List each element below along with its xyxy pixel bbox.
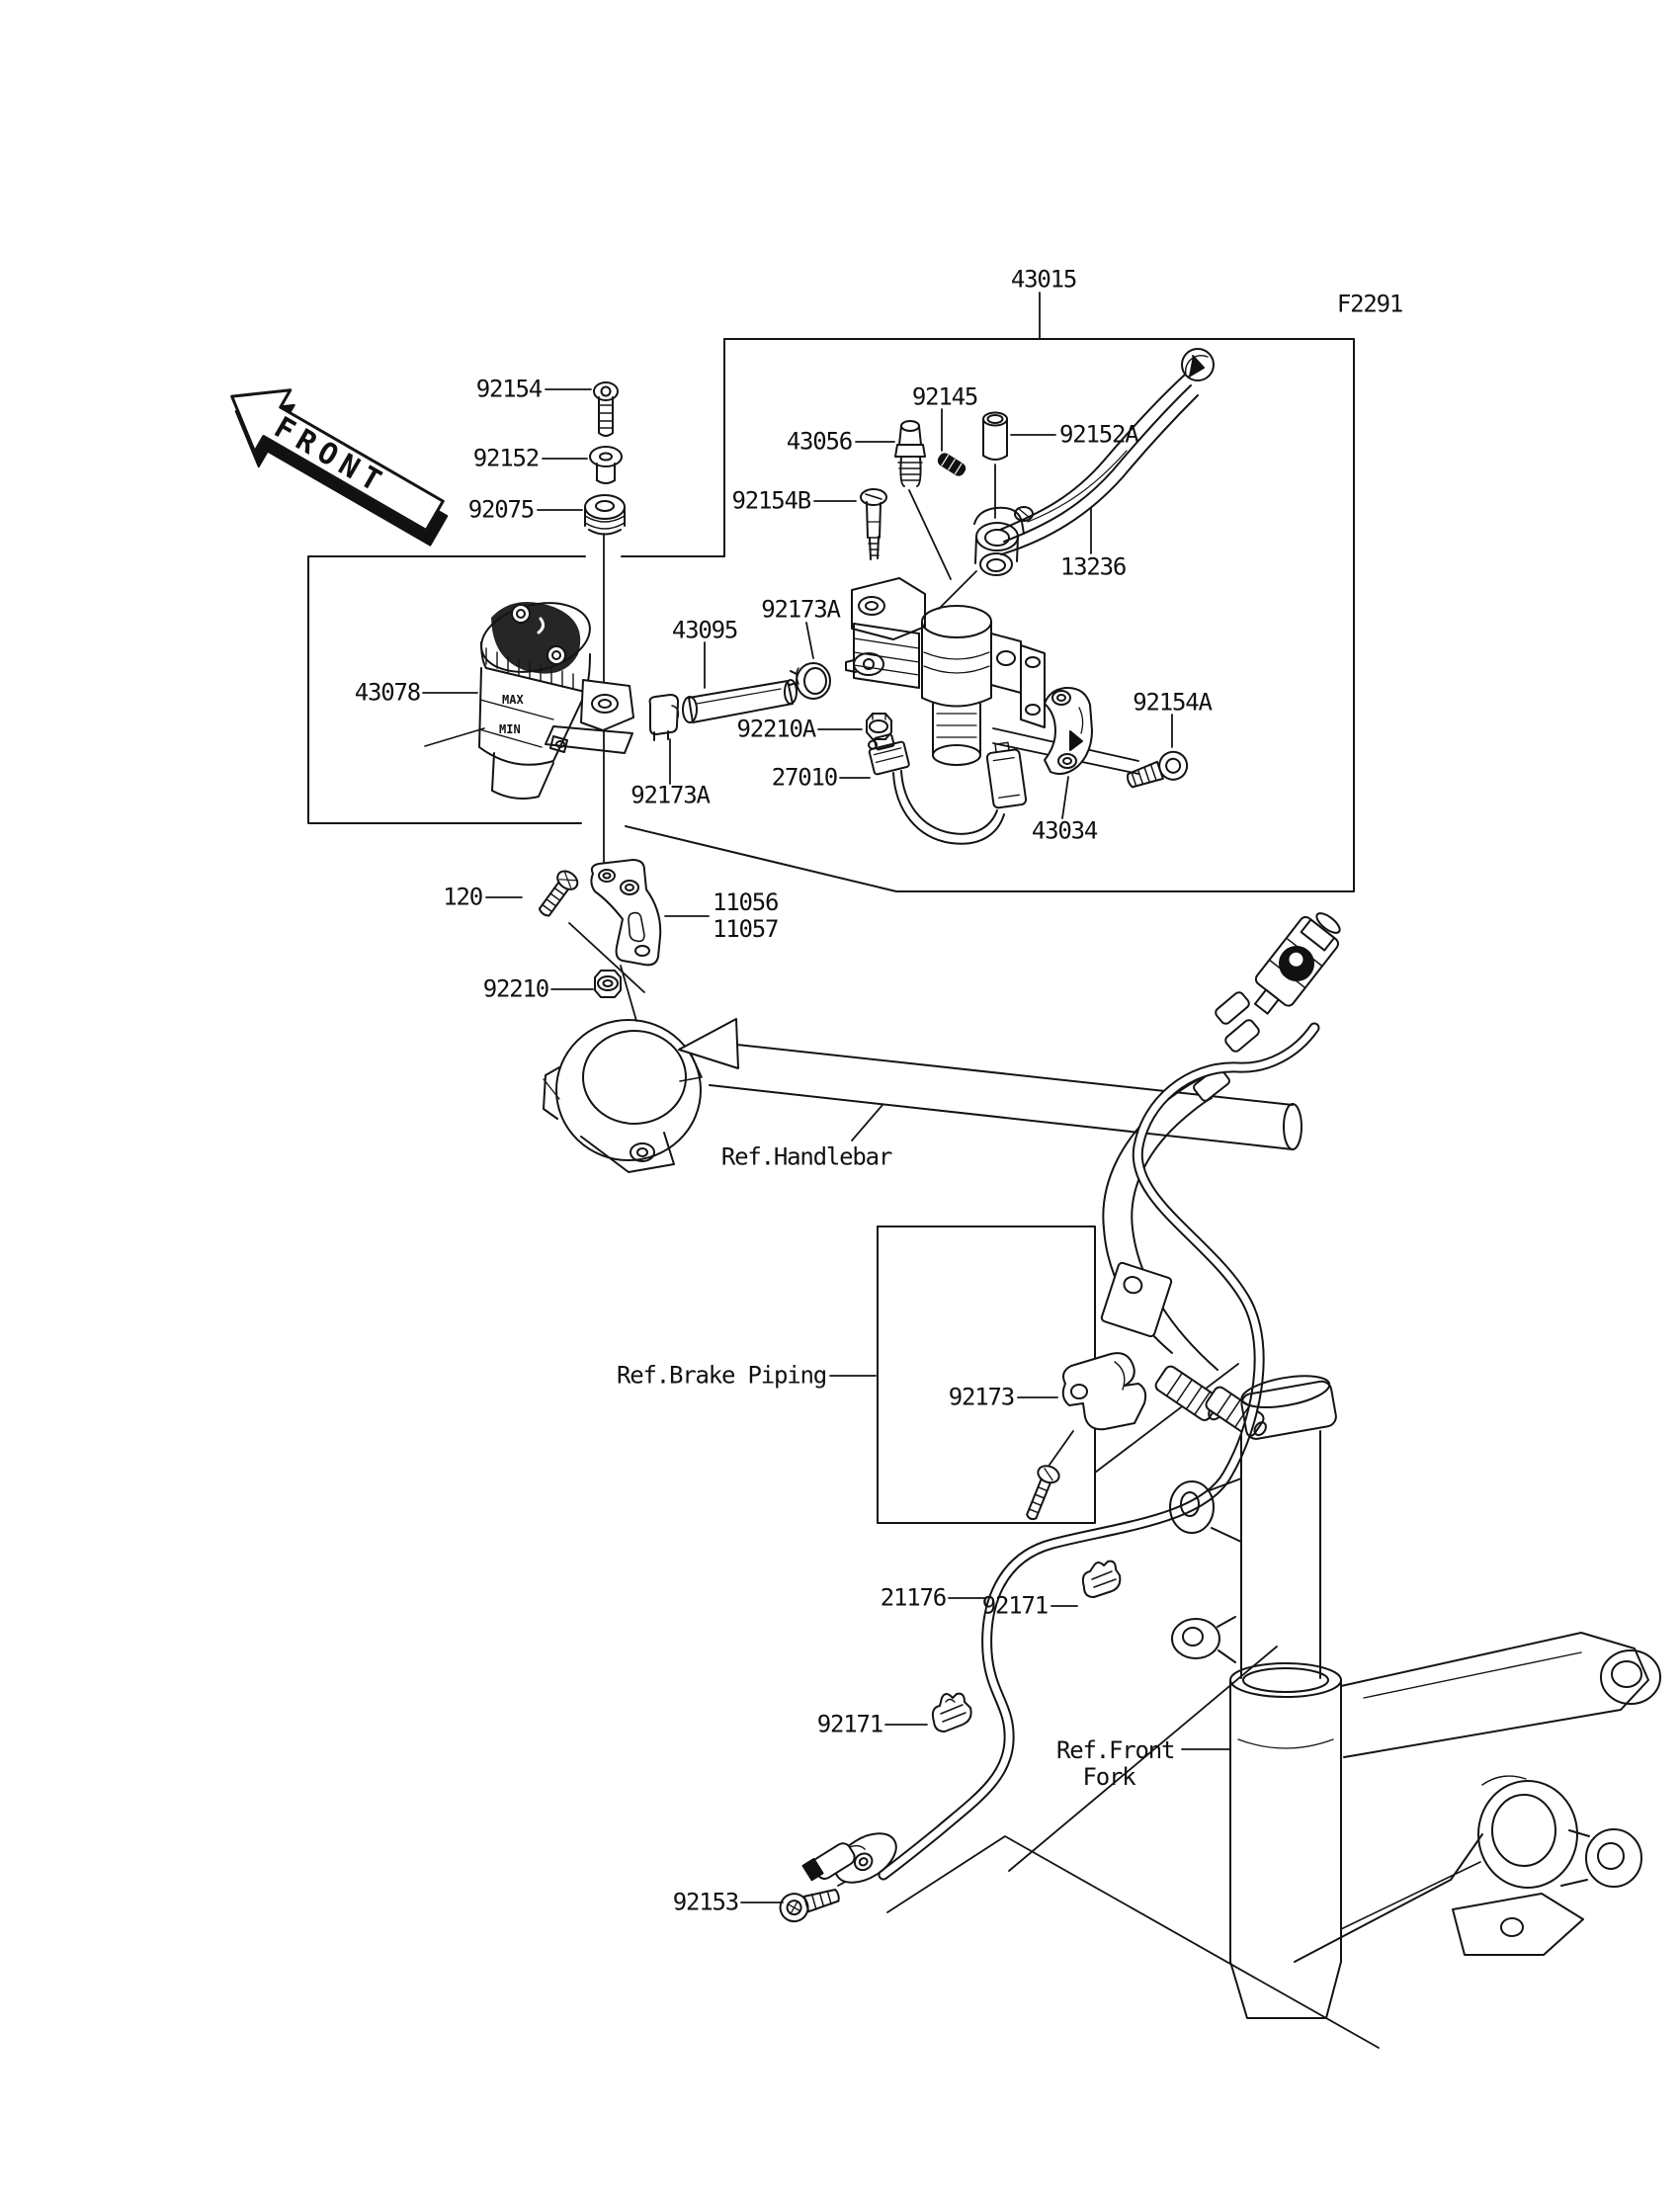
washer-92152-drawing [590, 447, 622, 483]
ref-label-ref.brake-piping-1: Ref.Brake Piping [617, 1361, 826, 1390]
part-label-92210-20: 92210 [482, 974, 548, 1003]
part-label-92153-25: 92153 [672, 1888, 738, 1916]
grommet-92075-drawing [585, 495, 625, 535]
cable-connector [1242, 904, 1349, 1023]
part-label-43095-11: 43095 [671, 616, 738, 644]
part-label-21176-23: 21176 [880, 1583, 946, 1612]
bleeder-valve-43056-drawing [895, 421, 925, 486]
part-label-92171-22: 92171 [981, 1591, 1048, 1620]
part-label-13236-9: 13236 [1059, 552, 1127, 581]
part-label-43056-5: 43056 [786, 427, 852, 456]
bolt-92154a-drawing [1124, 748, 1191, 795]
clip-92171-lower-drawing [933, 1694, 971, 1732]
bolt-120-drawing [535, 868, 581, 920]
nut-92210-drawing [595, 971, 621, 997]
brake-lever-13236-drawing [974, 349, 1214, 575]
ref-label-ref.front-fork-2: Ref.Front Fork [1056, 1736, 1175, 1791]
bracket-11056-drawing [591, 860, 660, 965]
clamp-92173-drawing [1063, 1353, 1145, 1429]
part-label-92145-6: 92145 [911, 382, 978, 411]
part-label-92210a-13: 92210A [736, 715, 815, 743]
part-label-92075-2: 92075 [467, 495, 534, 524]
part-label-92154b-8: 92154B [731, 486, 810, 515]
part-label-92173-21: 92173 [948, 1383, 1014, 1411]
part-label-92173a-15: 92173A [630, 781, 710, 809]
reservoir-max-mark: MAX [502, 693, 524, 707]
part-label-43078-12: 43078 [354, 678, 420, 707]
part-label-120-18: 120 [443, 883, 482, 911]
part-label-43034-17: 43034 [1031, 816, 1098, 845]
part-label-92152-1: 92152 [472, 444, 539, 472]
clip-92171-upper-drawing [1083, 1562, 1120, 1597]
reservoir-43078-drawing [425, 592, 633, 799]
reservoir-min-mark: MIN [499, 722, 521, 736]
part-label-92152a-7: 92152A [1059, 420, 1138, 449]
speed-sensor-drawing [803, 1817, 905, 1905]
part-label-92154-0: 92154 [475, 375, 542, 403]
brake-switch-27010-drawing [867, 731, 1027, 843]
handlebar-clamp-drawing [544, 1020, 702, 1172]
clamp-92173a-square-drawing [650, 695, 679, 740]
part-label-27010-14: 27010 [771, 763, 837, 792]
front-fork-drawing [1170, 1370, 1660, 2018]
pin-92145-drawing [937, 452, 966, 476]
clamp-43034-drawing [1045, 688, 1092, 774]
assembly-boundary [308, 339, 1354, 1523]
front-arrow [209, 367, 462, 560]
ref-label-ref.handlebar-0: Ref.Handlebar [720, 1142, 892, 1171]
bolt-92153-drawing [777, 1882, 842, 1925]
front-arrow-label: FRONT [268, 410, 393, 503]
part-label-f2291-4: F2291 [1336, 290, 1403, 318]
part-label-11056-11057-19: 11056 11057 [713, 888, 779, 943]
part-label-43015-3: 43015 [1010, 265, 1077, 294]
part-label-92173a-10: 92173A [761, 595, 840, 624]
clamp-screw-drawing [1021, 1463, 1062, 1523]
screw-92154-drawing [594, 382, 618, 436]
brake-piping-box [878, 1226, 1095, 1523]
part-label-92171-24: 92171 [816, 1710, 882, 1738]
part-label-92154a-16: 92154A [1133, 688, 1212, 717]
pivot-bolt-92154b-drawing [861, 489, 886, 559]
bushing-92152a-drawing [983, 413, 1007, 461]
